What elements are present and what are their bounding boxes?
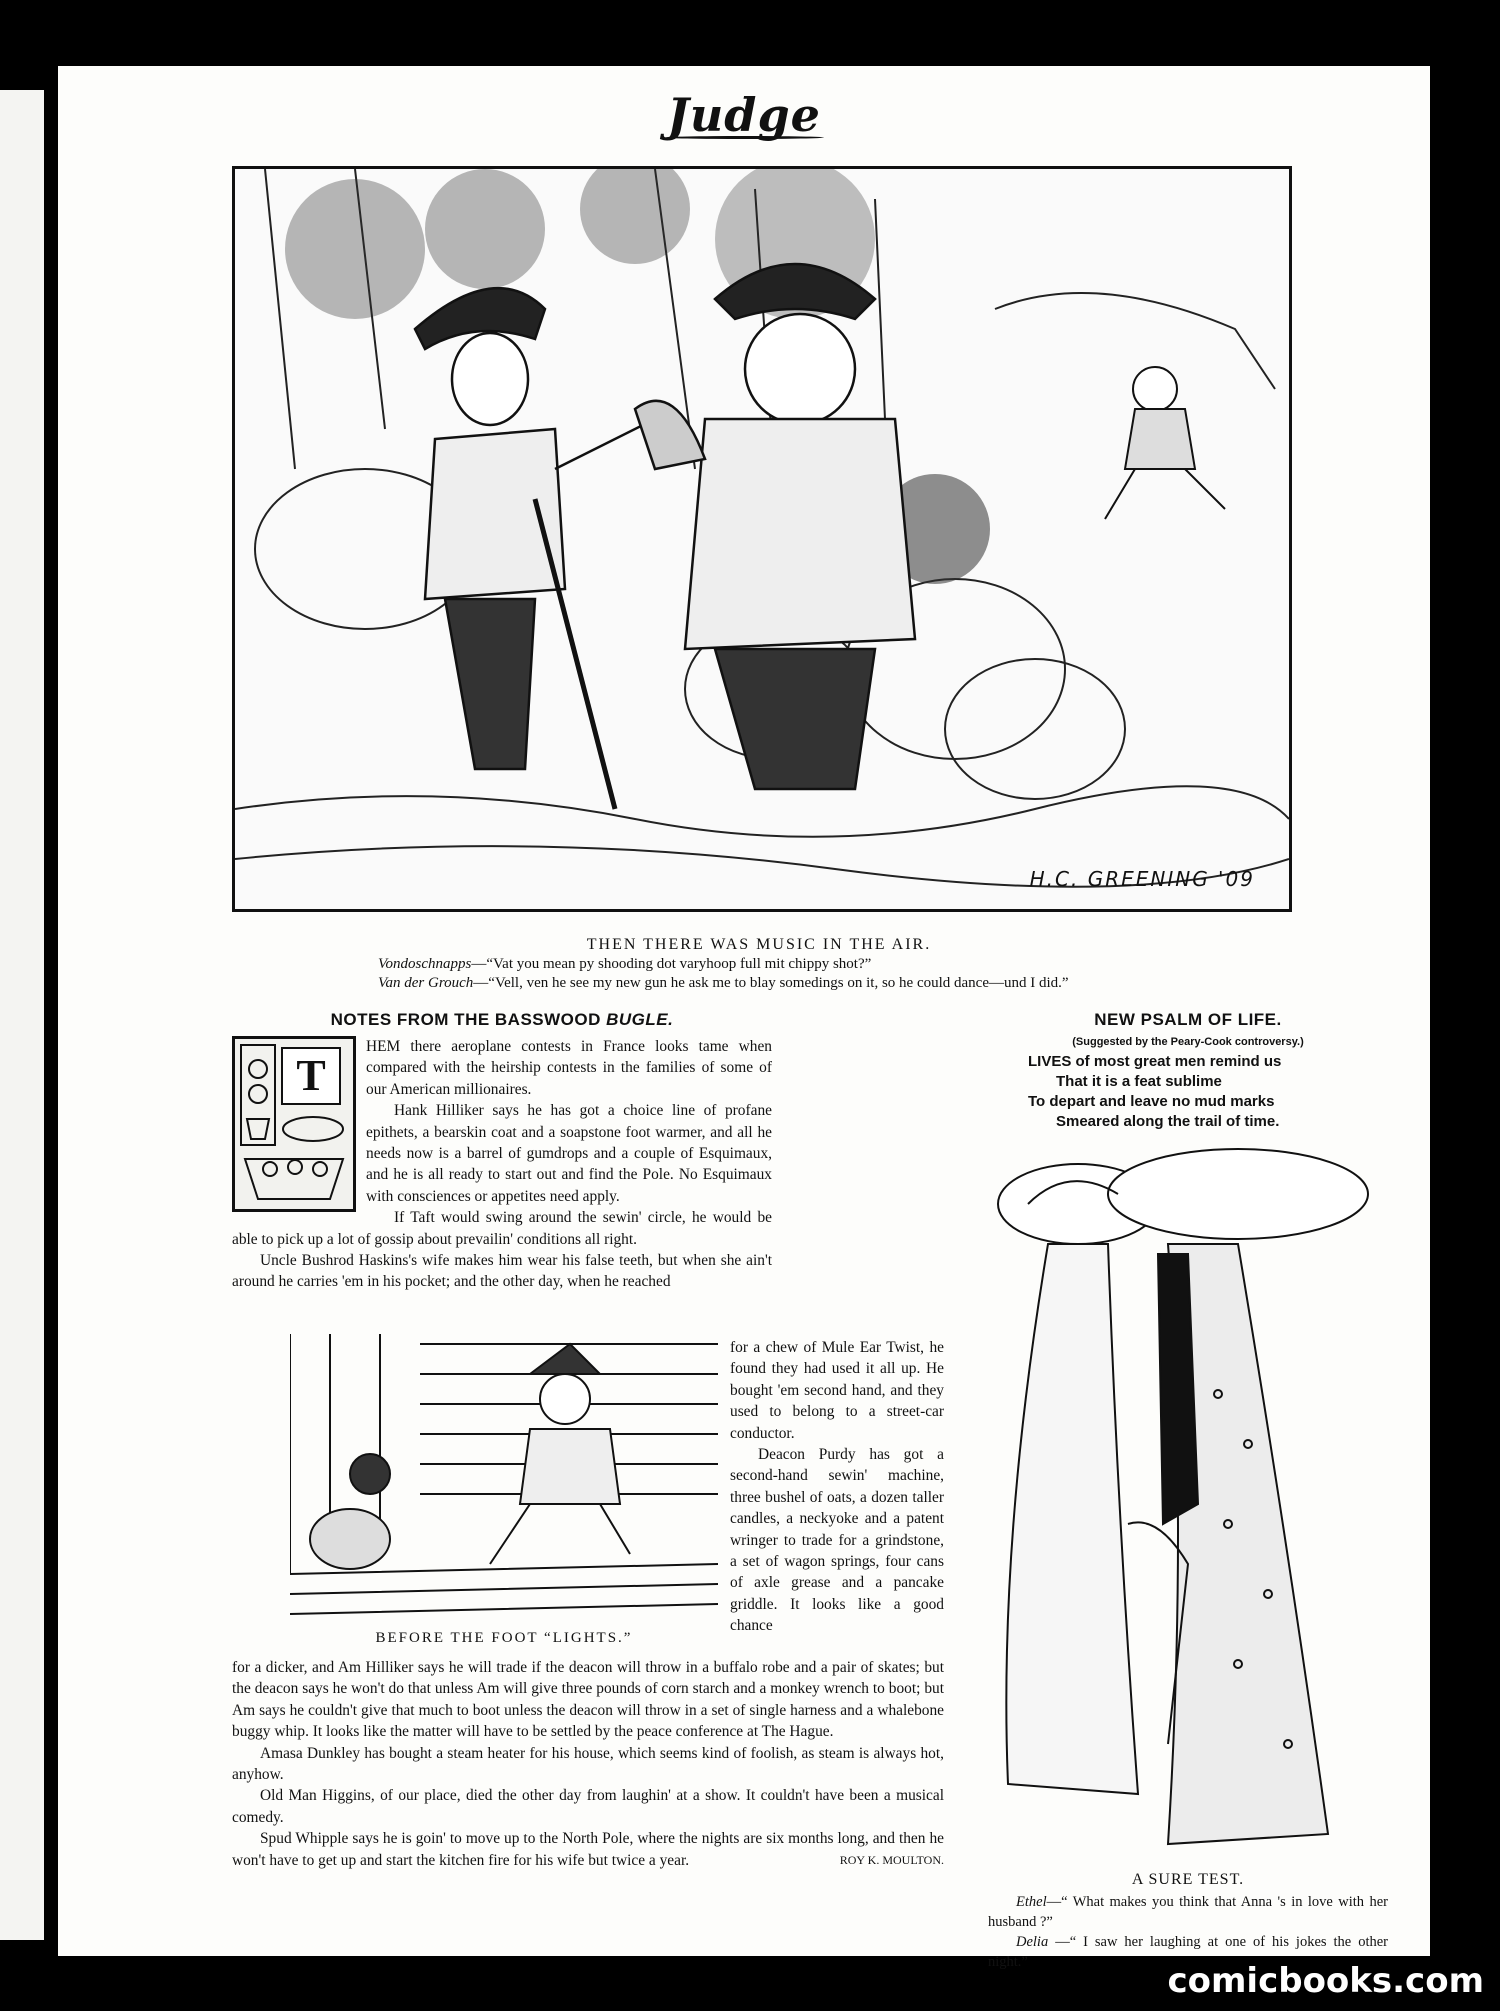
notes-paragraph-4: Uncle Bushrod Haskins's wife makes him wear his false teeth, but when she ain't around he carries 'em in his pocket; and the other day, when he reached xyxy=(232,1252,772,1291)
psalm-line-4: Smeared along the trail of time. xyxy=(1056,1113,1280,1130)
notes-paragraph-3: If Taft would swing around the sewin' circle, he would be able to pick up a lot of gossip about prevailin' conditions all right. xyxy=(232,1209,772,1248)
cartoon-drawing xyxy=(235,169,1289,909)
notes-paragraph-2: Hank Hilliker says he has got a choice line of profane epithets, a bearskin coat and a soapstone foot warmer, and all he needs now is a barrel of gumdrops and a couple of Esquimaux, and he is all ready to start out and find the Pole. No Esquimaux with consciences or appetites need apply. xyxy=(366,1102,772,1205)
notes-paragraph-8: Spud Whipple says he is goin' to move up to the North Pole, where the nights are six months long, and then he won't have to get up and start the kitchen fire for his wife but twice a year. xyxy=(232,1830,944,1869)
magazine-page xyxy=(58,66,1430,1970)
notes-upper-text xyxy=(232,1036,772,1293)
speaker-ethel: Ethel xyxy=(1016,1894,1047,1910)
notes-paragraph-6: Amasa Dunkley has bought a steam heater for his house, which seems kind of foolish, as steam is always hot, anyhow. xyxy=(232,1744,944,1784)
speaker-delia: Delia xyxy=(1016,1934,1049,1950)
byline: ROY K. MOULTON. xyxy=(839,1852,944,1867)
foot-lights-caption: BEFORE THE FOOT “LIGHTS.” xyxy=(375,1630,633,1646)
flower-basket-icon xyxy=(235,1039,353,1209)
psalm-subtitle: (Suggested by the Peary-Cook controversy.) xyxy=(1072,1036,1304,1048)
main-cartoon-illustration xyxy=(232,166,1292,912)
notes-heading: NOTES FROM THE BASSWOOD BUGLE. xyxy=(330,1010,674,1029)
notes-paragraph-7: Old Man Higgins, of our place, died the other day from laughin' at a show. It couldn't have been a musical comedy. xyxy=(232,1787,944,1826)
speaker-name: Vondoschnapps xyxy=(378,956,472,972)
notes-paragraph-5: Deacon Purdy has got a second-hand sewin' machine, three bushel of oats, a dozen taller candles, a neckyoke and a patent wringer to trade for a grindstone, a set of wagon springs, four cans of axle grease and a pancake griddle. It looks like a good chance xyxy=(730,1446,944,1635)
psalm-line-2: That it is a feat sublime xyxy=(1056,1073,1222,1090)
notes-paragraph-5-cont: for a dicker, and Am Hilliker says he will trade if the deacon will throw in a buffalo robe and a pair of skates; but the deacon says he won't do that unless Am will give three pounds of corn starch and a monkey wrench to boot; but Am says he couldn't give that much to boot unless the deacon will throw in a set of single harness and a whalebone buggy whip. It looks like the matter will have to be settled by the peace conference at The Hague. xyxy=(232,1659,944,1741)
adjacent-page-edge xyxy=(0,90,44,1940)
notes-narrow-text xyxy=(730,1337,944,1637)
dialog-line-2 xyxy=(378,975,1278,992)
psalm-line-1: LIVES of most great men remind us xyxy=(1028,1053,1282,1070)
ethel-text: —“ What makes you think that Anna 's in love with her husband ?” xyxy=(988,1894,1388,1930)
notes-paragraph-4-cont: for a chew of Mule Ear Twist, he found they had used it all up. He bought 'em second hand, and they used to belong to a street-car conductor. xyxy=(730,1339,944,1442)
dialog-text: —“Vell, ven he see my new gun he ask me to blay somedings on it, so he could dance—und I did.” xyxy=(473,975,1069,991)
sure-test-caption: A SURE TEST. xyxy=(1131,1871,1245,1888)
speaker-name: Van der Grouch xyxy=(378,975,474,991)
two-ladies-sketch xyxy=(988,1144,1388,1864)
site-watermark: comicbooks.com xyxy=(1167,1961,1484,2001)
psalm-verse xyxy=(1028,1052,1358,1132)
cartoon-caption: THEN THERE WAS MUSIC IN THE AIR. xyxy=(586,936,932,953)
notes-paragraph-1: HEM there aeroplane contests in France looks tame when compared with the heirship contests in the families of some of our American millionaires. xyxy=(366,1038,772,1098)
foot-lights-sketch xyxy=(290,1334,718,1634)
psalm-heading: NEW PSALM OF LIFE. xyxy=(1094,1010,1282,1029)
dialog-line-1 xyxy=(378,956,1278,973)
delia-text: —“ I saw her laughing at one of his jokes the other night.” xyxy=(988,1934,1388,1970)
artist-signature: H.C. GREENING '09 xyxy=(1029,867,1255,891)
dialog-text: —“Vat you mean py shooding dot varyhoop full mit chippy shot?” xyxy=(471,956,872,972)
drop-cap-letter: T xyxy=(281,1047,341,1105)
masthead-title: Judge xyxy=(58,88,1430,139)
notes-lower-text xyxy=(232,1657,944,1871)
decorative-initial xyxy=(232,1036,356,1212)
sure-test-dialog xyxy=(988,1892,1388,1972)
psalm-line-3: To depart and leave no mud marks xyxy=(1028,1093,1275,1110)
